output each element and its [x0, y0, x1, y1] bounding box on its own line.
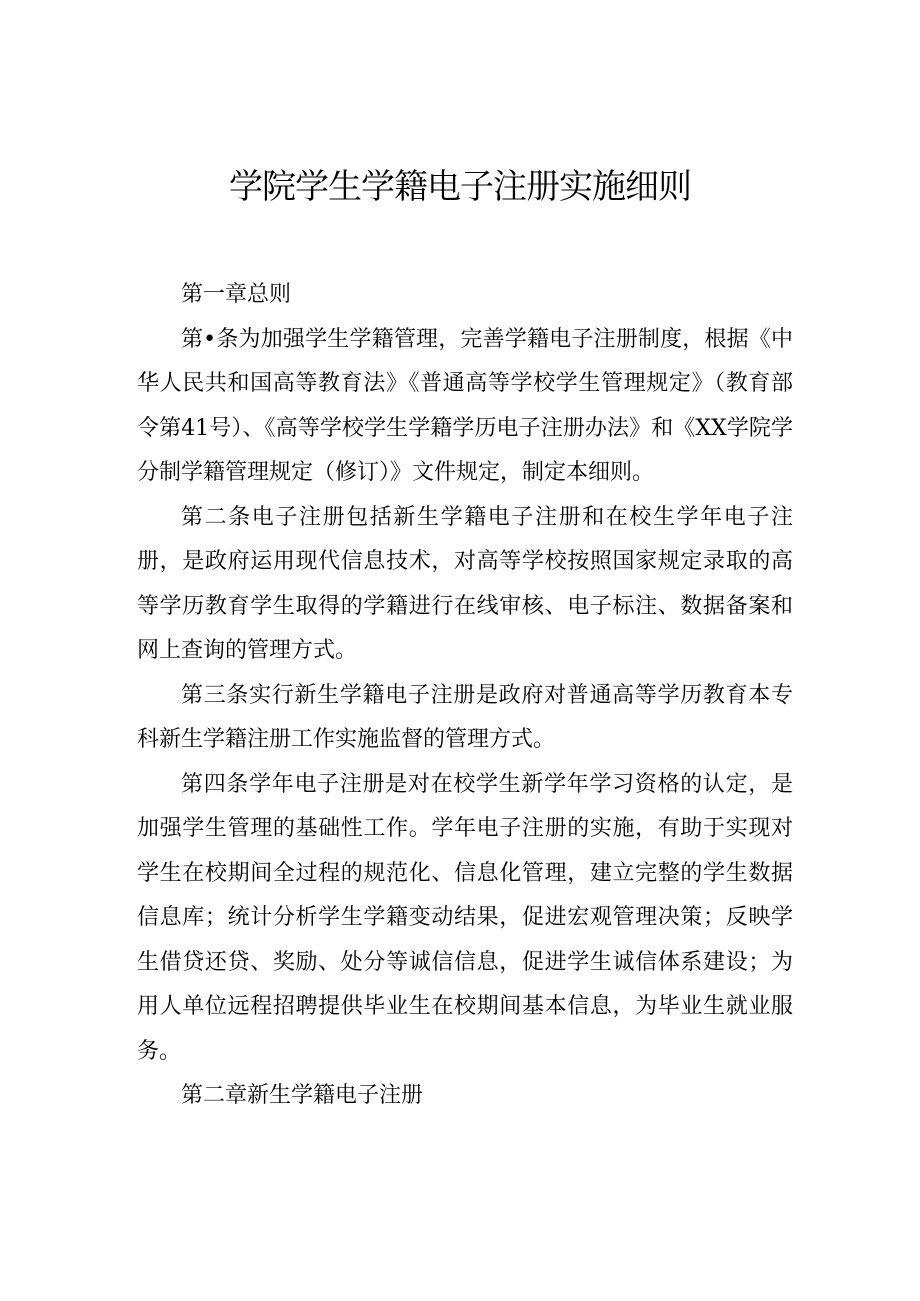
article-2-paragraph: 第二条电子注册包括新生学籍电子注册和在校生学年电子注册，是政府运用现代信息技术，对高等学校按照国家规定录取的高等学历教育学生取得的学籍进行在线审核、电子标注、数据备案和网上查询的管理方式。 — [137, 504, 793, 663]
chapter-heading-2: 第二章新生学籍电子注册 — [181, 1083, 424, 1108]
article-1-paragraph: 第•条为加强学生学籍管理，完善学籍电子注册制度，根据《中华人民共和国高等教育法》《普通高等学校学生管理规定》（教育部令第41号）、《高等学校学生学籍学历电子注册办法》和《XX学院学分制学籍管理规定（修订）》文件规定，制定本细则。 — [137, 326, 793, 485]
document-title: 学院学生学籍电子注册实施细则 — [229, 167, 691, 207]
article-4-paragraph: 第四条学年电子注册是对在校学生新学年学习资格的认定，是加强学生管理的基础性工作。学年电子注册的实施，有助于实现对学生在校期间全过程的规范化、信息化管理，建立完整的学生数据信息库；统计分析学生学籍变动结果，促进宏观管理决策；反映学生借贷还贷、奖励、处分等诚信信息，促进学生诚信体系建设；为用人单位远程招聘提供毕业生在校期间基本信息，为毕业生就业服务。 — [137, 771, 793, 1064]
document-body — [137, 273, 793, 1119]
chapter-heading-1: 第一章总则 — [181, 282, 292, 307]
article-3-paragraph: 第三条实行新生学籍电子注册是政府对普通高等学历教育本专科新生学籍注册工作实施监督的管理方式。 — [137, 682, 793, 752]
